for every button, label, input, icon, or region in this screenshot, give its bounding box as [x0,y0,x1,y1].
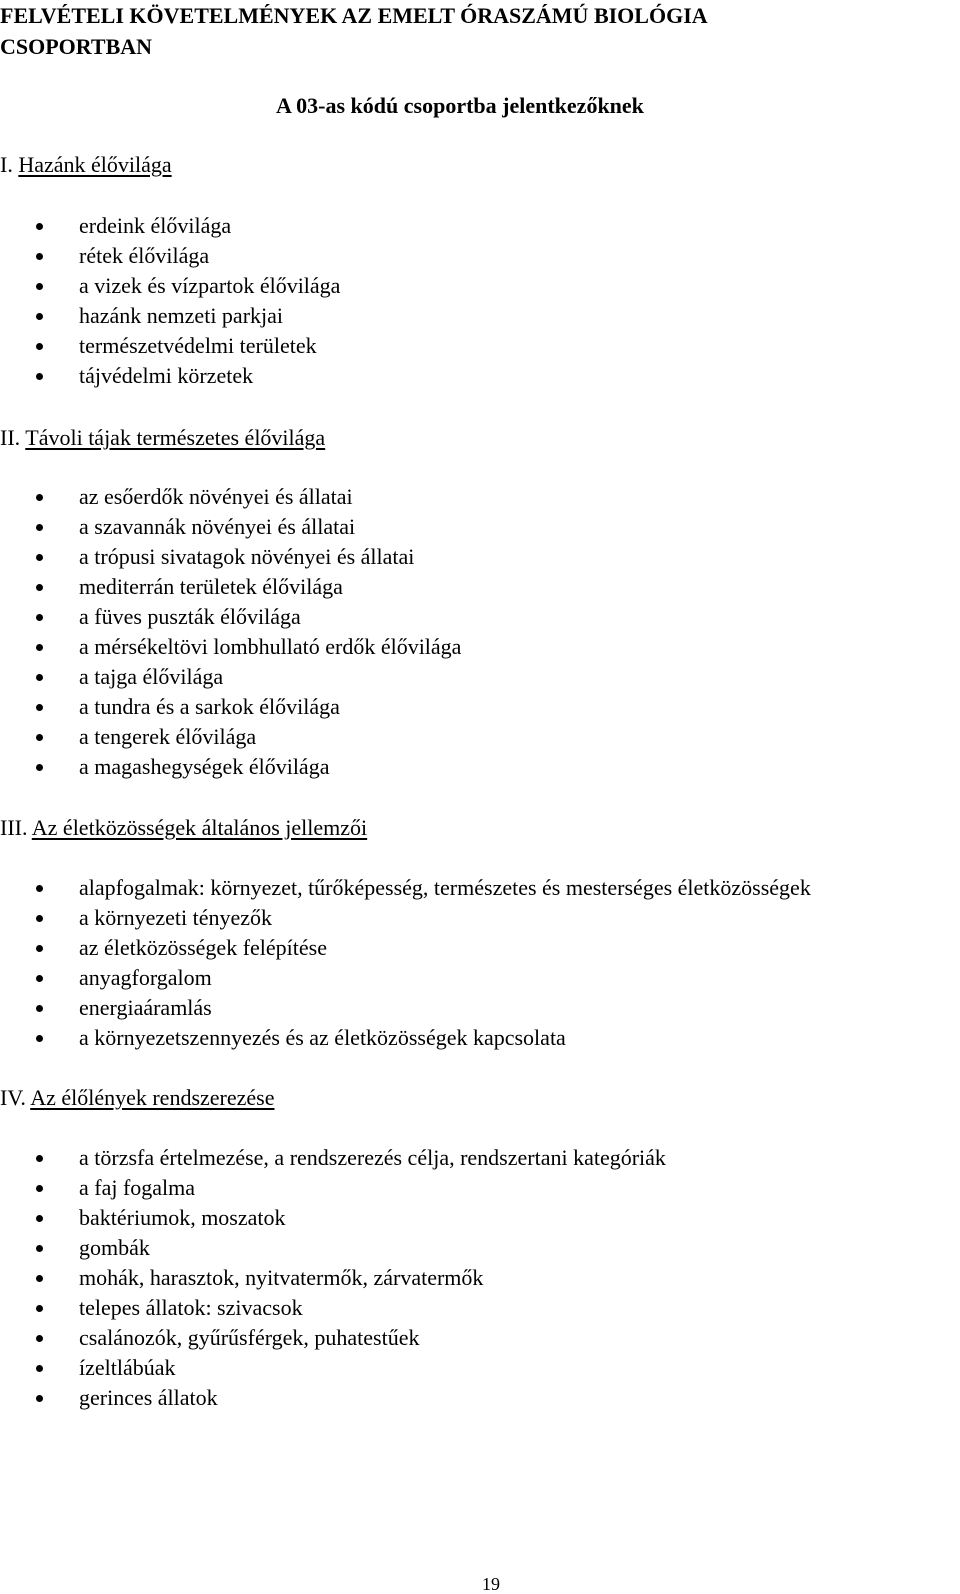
bullet-icon [36,554,43,561]
section-heading-2 [0,423,325,453]
list-item [0,963,811,993]
section-numeral: IV. [0,1085,26,1110]
bullet-icon [36,494,43,501]
section-title: Az élőlények rendszerezése [30,1085,275,1110]
list-item [0,993,811,1023]
list-item-text: a tengerek élővilága [79,724,257,749]
list-item [0,1293,666,1323]
bullet-icon [36,524,43,531]
bullet-icon [36,1305,43,1312]
bullet-icon [36,1035,43,1042]
list-item-text: telepes állatok: szivacsok [79,1295,303,1320]
list-item [0,482,461,512]
list-item-text: hazánk nemzeti parkjai [79,303,284,328]
section-title: Távoli tájak természetes élővilága [25,425,326,450]
list-item [0,1263,666,1293]
bullet-icon [36,764,43,771]
list-item [0,1323,666,1353]
list-item [0,722,461,752]
list-item [0,1353,666,1383]
list-item [0,542,461,572]
list-item-text: a mérsékeltövi lombhullató erdők élővilága [79,634,462,659]
list-item-text: mediterrán területek élővilága [79,574,343,599]
list-item [0,692,461,722]
bullet-icon [36,674,43,681]
list-item-text: mohák, harasztok, nyitvatermők, zárvatermők [79,1265,484,1290]
bullet-icon [36,734,43,741]
section-numeral: II. [0,425,21,450]
list-item [0,271,340,301]
section-list-3 [0,873,811,1053]
document-title-line-2: CSOPORTBAN [0,34,153,59]
bullet-icon [36,975,43,982]
list-item [0,662,461,692]
bullet-icon [36,343,43,350]
list-item-text: a trópusi sivatagok növényei és állatai [79,544,415,569]
list-item-text: természetvédelmi területek [79,333,317,358]
bullet-icon [36,1275,43,1282]
bullet-icon [36,223,43,230]
list-item [0,933,811,963]
list-item [0,903,811,933]
section-title: Az életközösségek általános jellemzői [31,815,368,840]
bullet-icon [36,945,43,952]
bullet-icon [36,885,43,892]
page-number: 19 [482,1574,500,1594]
list-item [0,1143,666,1173]
list-item-text: erdeink élővilága [79,213,232,238]
section-numeral: I. [0,152,13,177]
list-item-text: a magashegységek élővilága [79,754,330,779]
list-item-text: az esőerdők növényei és állatai [79,484,353,509]
list-item-text: a tajga élővilága [79,664,224,689]
list-item [0,602,461,632]
section-list-2 [0,482,461,782]
section-list-4 [0,1143,666,1413]
bullet-icon [36,614,43,621]
list-item-text: a szavannák növényei és állatai [79,514,356,539]
list-item [0,331,340,361]
list-item [0,1203,666,1233]
bullet-icon [36,373,43,380]
list-item [0,572,461,602]
list-item [0,301,340,331]
bullet-icon [36,1245,43,1252]
document-subtitle: A 03-as kódú csoportba jelentkezőknek [276,93,644,118]
list-item [0,1023,811,1053]
list-item [0,1233,666,1263]
bullet-icon [36,1155,43,1162]
bullet-icon [36,1335,43,1342]
bullet-icon [36,915,43,922]
bullet-icon [36,1395,43,1402]
list-item [0,873,811,903]
document-title-line-1: FELVÉTELI KÖVETELMÉNYEK AZ EMELT ÓRASZÁMÚ BIOLÓGIA [0,3,708,28]
list-item-text: energiaáramlás [79,995,212,1020]
section-title: Hazánk élővilága [18,152,172,177]
bullet-icon [36,313,43,320]
list-item-text: a faj fogalma [79,1175,196,1200]
list-item [0,361,340,391]
list-item [0,1173,666,1203]
list-item-text: gombák [79,1235,150,1260]
bullet-icon [36,584,43,591]
list-item [0,512,461,542]
list-item-text: a környezetszennyezés és az életközösségek kapcsolata [79,1025,566,1050]
list-item-text: alapfogalmak: környezet, tűrőképesség, természetes és mesterséges életközösségek [79,875,811,900]
bullet-icon [36,253,43,260]
list-item-text: gerinces állatok [79,1385,218,1410]
section-numeral: III. [0,815,28,840]
list-item [0,211,340,241]
list-item-text: anyagforgalom [79,965,212,990]
list-item [0,752,461,782]
section-heading-3 [0,813,367,843]
list-item-text: a vizek és vízpartok élővilága [79,273,341,298]
bullet-icon [36,1365,43,1372]
list-item [0,241,340,271]
document-title [0,0,708,62]
list-item-text: a tundra és a sarkok élővilága [79,694,340,719]
bullet-icon [36,283,43,290]
list-item-text: ízeltlábúak [79,1355,176,1380]
bullet-icon [36,1215,43,1222]
list-item [0,1383,666,1413]
list-item-text: csalánozók, gyűrűsférgek, puhatestűek [79,1325,420,1350]
list-item-text: rétek élővilága [79,243,210,268]
section-heading-4 [0,1083,275,1113]
list-item [0,632,461,662]
bullet-icon [36,644,43,651]
list-item-text: tájvédelmi körzetek [79,363,254,388]
list-item-text: baktériumok, moszatok [79,1205,286,1230]
list-item-text: a környezeti tényezők [79,905,273,930]
bullet-icon [36,704,43,711]
section-heading-1 [0,150,172,180]
bullet-icon [36,1005,43,1012]
list-item-text: a füves puszták élővilága [79,604,301,629]
section-list-1 [0,211,340,391]
list-item-text: a törzsfa értelmezése, a rendszerezés célja, rendszertani kategóriák [79,1145,666,1170]
bullet-icon [36,1185,43,1192]
list-item-text: az életközösségek felépítése [79,935,327,960]
